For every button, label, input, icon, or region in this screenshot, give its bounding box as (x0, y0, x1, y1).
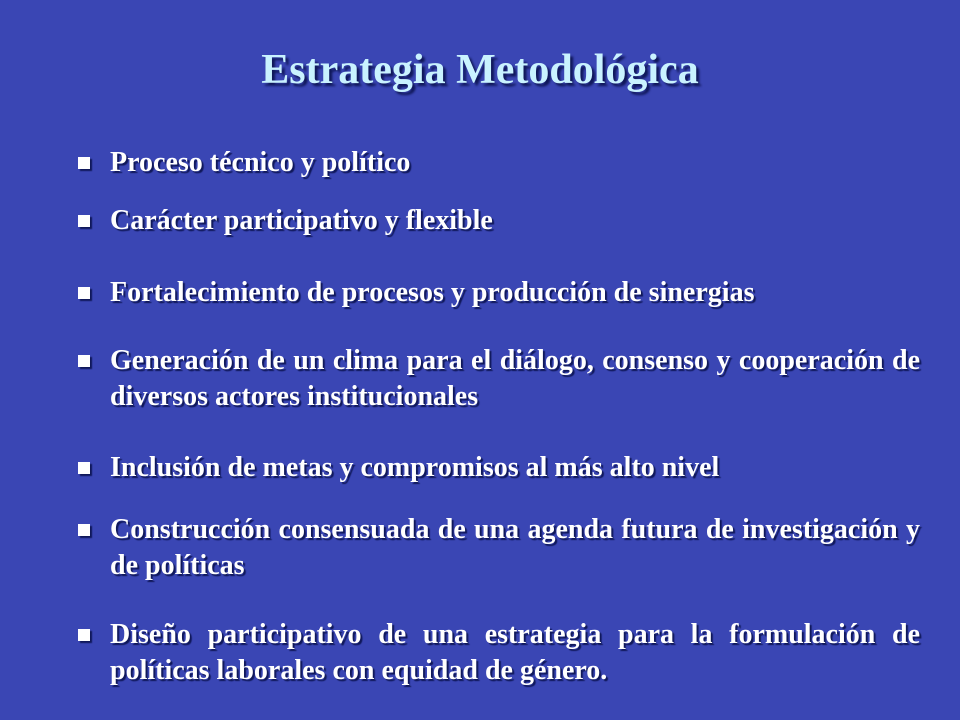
bullet-item (78, 617, 920, 689)
bullet-item (78, 450, 920, 486)
square-bullet-icon (78, 157, 90, 169)
square-bullet-icon (78, 287, 90, 299)
bullet-item (78, 343, 920, 415)
bullet-item (78, 203, 920, 239)
bullet-text: Inclusión de metas y compromisos al más alto nivel (110, 452, 720, 483)
bullet-text: Carácter participativo y flexible (110, 205, 493, 236)
square-bullet-icon (78, 462, 90, 474)
square-bullet-icon (78, 524, 90, 536)
square-bullet-icon (78, 215, 90, 227)
bullet-text: Fortalecimiento de procesos y producción de sinergias (110, 277, 755, 308)
bullet-text: Proceso técnico y político (110, 147, 411, 178)
bullet-text: Generación de un clima para el diálogo, consenso y cooperación de diversos actores institucionales (110, 345, 920, 412)
bullet-item (78, 512, 920, 584)
bullet-text: Diseño participativo de una estrategia para la formulación de políticas laborales con equidad de género. (110, 619, 920, 686)
bullet-text: Construcción consensuada de una agenda futura de investigación y de políticas (110, 514, 920, 581)
slide-title: Estrategia Metodológica (261, 47, 699, 93)
square-bullet-icon (78, 629, 90, 641)
bullet-item (78, 145, 920, 181)
bullet-item (78, 275, 920, 311)
square-bullet-icon (78, 355, 90, 367)
